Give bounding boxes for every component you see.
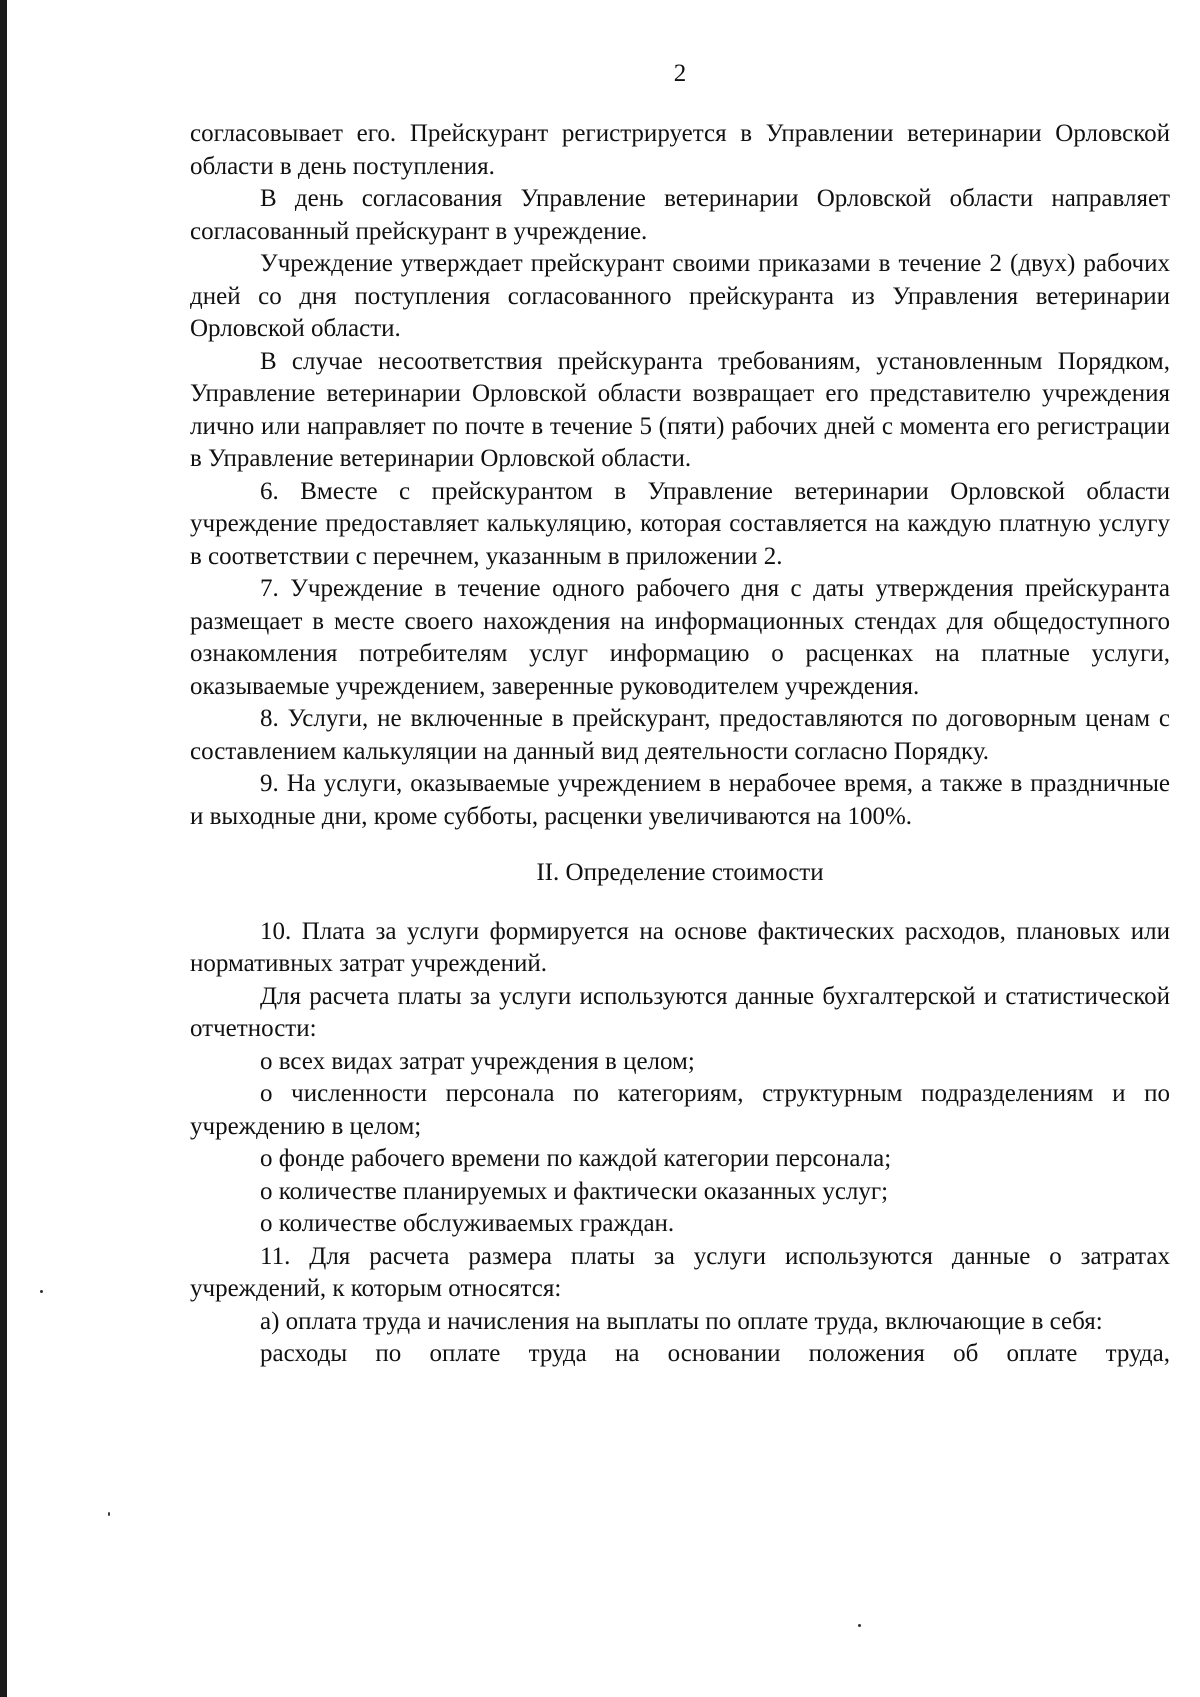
paragraph: В день согласования Управление ветеринарии Орловской области направляет согласованный прейскурант в учреждение. xyxy=(190,185,1170,245)
paragraph: расходы по оплате труда на основании положения об оплате труда, xyxy=(260,1340,1170,1367)
paragraph: Для расчета платы за услуги используются данные бухгалтерской и статистической отчетности: xyxy=(190,982,1170,1042)
paragraph: 11. Для расчета размера платы за услуги используются данные о затратах учреждений, к которым относятся: xyxy=(190,1242,1170,1302)
list-item: о численности персонала по категориям, структурным подразделениям и по учреждению в целом; xyxy=(190,1080,1170,1140)
list-item: о фонде рабочего времени по каждой категории персонала; xyxy=(260,1145,892,1172)
scan-speck xyxy=(40,1290,43,1293)
paragraph: 9. На услуги, оказываемые учреждением в нерабочее время, а также в праздничные и выходные дни, кроме субботы, расценки увеличиваются на 100%. xyxy=(190,770,1170,830)
scan-speck xyxy=(858,1624,861,1627)
paragraph: 8. Услуги, не включенные в прейскурант, предоставляются по договорным ценам с составлением калькуляции на данный вид деятельности согласно Порядку. xyxy=(190,705,1170,765)
document-body xyxy=(190,118,1170,1371)
paragraph: 10. Плата за услуги формируется на основе фактических расходов, плановых или нормативных затрат учреждений. xyxy=(190,917,1170,977)
paragraph: 7. Учреждение в течение одного рабочего дня с даты утверждения прейскуранта размещает в месте своего нахождения на информационных стендах для общедоступного ознакомления потребителям услуг информацию о расценках на платные услуги, оказываемые учреждением, заверенные руководителем учреждения. xyxy=(190,575,1170,700)
list-item: о количестве обслуживаемых граждан. xyxy=(260,1210,675,1237)
paragraph: согласовывает его. Прейскурант регистрируется в Управлении ветеринарии Орловской области в день поступления. xyxy=(190,120,1170,180)
page-number: 2 xyxy=(673,60,687,87)
scan-speck xyxy=(108,1512,110,1516)
list-item: о количестве планируемых и фактически оказанных услуг; xyxy=(260,1177,889,1205)
section-heading: II. Определение стоимости xyxy=(536,859,824,886)
scan-edge xyxy=(0,0,7,1697)
paragraph: Учреждение утверждает прейскурант своими приказами в течение 2 (двух) рабочих дней со дня поступления согласованного прейскуранта из Управления ветеринарии Орловской области. xyxy=(190,250,1170,342)
list-item: о всех видах затрат учреждения в целом; xyxy=(260,1047,695,1075)
paragraph: 6. Вместе с прейскурантом в Управление ветеринарии Орловской области учреждение предоставляет калькуляцию, которая составляется на каждую платную услугу в соответствии с перечнем, указанным в приложении 2. xyxy=(190,477,1170,570)
paragraph: а) оплата труда и начисления на выплаты по оплате труда, включающие в себя: xyxy=(260,1307,1103,1335)
paragraph: В случае несоответствия прейскуранта требованиям, установленным Порядком, Управление ветеринарии Орловской области возвращает его представителю учреждения лично или направляет по почте в течение 5 (пяти) рабочих дней с момента его регистрации в Управление ветеринарии Орловской области. xyxy=(190,347,1170,472)
